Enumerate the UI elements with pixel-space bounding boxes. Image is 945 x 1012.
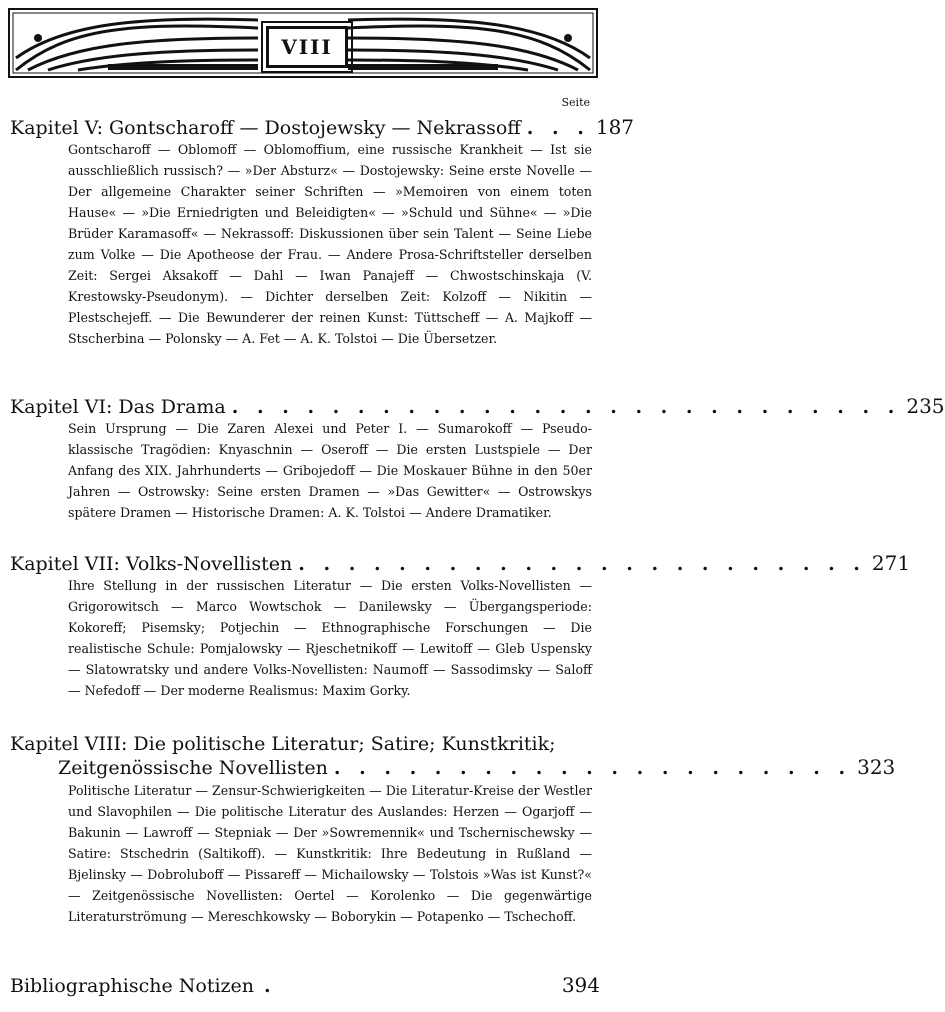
chapter-summary: Politische Literatur — Zensur-Schwierigkeiten — Die Literatur-Kreise der Westler und Slavophilen — Die politische Literatur des Auslandes: Herzen — Ogarjoff — Bakunin — Lawroff — Stepniak — Der »Sowremennik« und Tschernischewsky — Satire: Stschedrin (Saltikoff). — Kunstkritik: Ihre Bedeutung in Rußland — Bjelinsky — Dobroluboff — Pissareff — Michailowsky — Tolstois »Was ist Kunst?« — Zeitgenössische Novellisten: Oertel — Korolenko — Die gegenwärtige Literaturströmung — Mereschkowsky — Boborykin — Potapenko — Tschechoff. [68,783,592,924]
page-number: 394 [561,973,600,997]
dot-leader: . . . . . . . . . . . . . . . . . . . . . . . [298,553,866,575]
ornamental-header [8,8,598,78]
chapter-summary: Gontscharoff — Oblomoff — Oblomoffium, eine russische Krankheit — Ist sie ausschließlich russisch? — »Der Absturz« — Dostojewsky: Seine erste Novelle — Der allgemeine Charakter seiner Schriften — »Memoiren von einem toten Hause« — »Die Erniedrigten und Beleidigten« — »Schuld und Sühne« — »Die Brüder Karamasoff« — Nekrassoff: Diskussionen über sein Talent — Seine Liebe zum Volke — Die Apotheose der Frau. — Andere Prosa-Schriftsteller derselben Zeit: Sergei Aksakoff — Dahl — Iwan Panajeff — Chwostschinskaja (V. Krestowsky-Pseudonym). — Dichter derselben Zeit: Kolzoff — Nikitin — Plestschejeff. — Die Bewunderer der reinen Kunst: Tüttscheff — A. Majkoff — Stscherbina — Polonsky — A. Fet — A. K. Tolstoi — Die Übersetzer. [68,142,592,346]
dot-leader: . . . . . . . . . . . . . . . . . . . . . . . . . . . [231,396,901,418]
toc-entry-chapter-7 [10,551,911,701]
toc-entry-chapter-5 [10,115,635,349]
toc-entry-bibliography [10,974,600,997]
seite-label: Seite [561,96,590,109]
chapter-title-continued: Zeitgenössische Novellisten [58,757,328,779]
chapter-title: Bibliographische Notizen [10,975,255,997]
chapter-summary: Ihre Stellung in der russischen Literatur — Die ersten Volks-Novellisten — Grigorowitsch — Marco Wowtschok — Danilewsky — Übergangsperiode: Kokoreff; Pisemsky; Potjechin — Ethnographische Forschungen — Die realistische Schule: Pomjalowsky — Rjeschetnikoff — Lewitoff — Gleb Uspensky — Slatowratsky und andere Volks-Novellisten: Naumoff — Sassodimsky — Saloff — Nefedoff — Der moderne Realismus: Maxim Gorky. [68,578,592,698]
toc-entry-chapter-6 [10,394,945,523]
page-number: 235 [906,394,945,418]
chapter-title: Kapitel VI: Das Drama [10,396,226,418]
page-number: 271 [871,551,911,575]
page-number: 323 [857,755,896,779]
toc-entry-chapter-8 [10,733,896,927]
page-number: 187 [595,115,635,139]
chapter-title: Kapitel V: Gontscharoff — Dostojewsky — Nekrassoff [10,117,521,139]
page-roman-numeral: VIII [266,26,348,68]
dot-leader: . . . [526,117,590,139]
chapter-title: Kapitel VIII: Die politische Literatur; Satire; Kunstkritik; [10,733,556,755]
dot-leader: . [264,975,271,997]
chapter-summary: Sein Ursprung — Die Zaren Alexei und Peter I. — Sumarokoff — Pseudo-klassische Tragödien: Knyaschnin — Oseroff — Die ersten Lustspiele — Der Anfang des XIX. Jahrhunderts — Gribojedoff — Die Moskauer Bühne in den 50er Jahren — Ostrowsky: Seine ersten Dramen — »Das Gewitter« — Ostrowskys spätere Dramen — Historische Dramen: A. K. Tolstoi — Andere Dramatiker. [68,421,592,520]
chapter-title: Kapitel VII: Volks-Novellisten [10,553,293,575]
dot-leader: . . . . . . . . . . . . . . . . . . . . . [333,757,852,779]
